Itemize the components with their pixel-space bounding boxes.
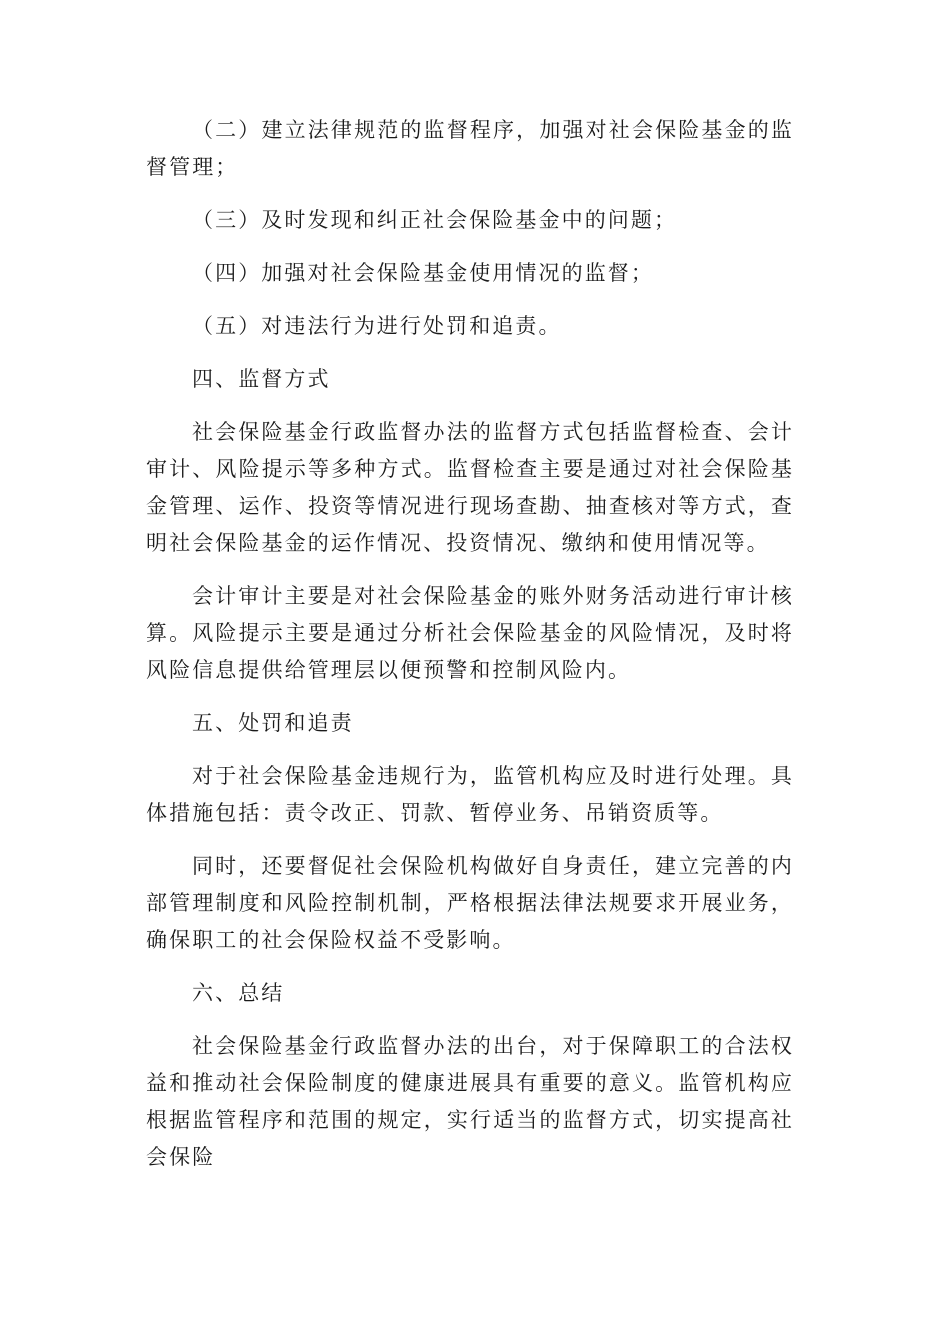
section-heading-penalties: 五、处罚和追责 xyxy=(192,711,354,735)
paragraph-supervision-methods: 社会保险基金行政监督办法的监督方式包括监督检查、会计审计、风险提示等多种方式。监督检查主要是通过对社会保险基金管理、运作、投资等情况进行现场查勘、抽查核对等方式，查明社会保险基金的运作情况、投资情况、缴纳和使用情况等。 xyxy=(146,420,794,555)
list-item-4: （四）加强对社会保险基金使用情况的监督； xyxy=(192,261,654,285)
paragraph-audit-risk: 会计审计主要是对社会保险基金的账外财务活动进行审计核算。风险提示主要是通过分析社会保险基金的风险情况，及时将风险信息提供给管理层以便预警和控制风险内。 xyxy=(146,584,794,682)
list-item-2: （二）建立法律规范的监督程序，加强对社会保险基金的监督管理； xyxy=(146,118,794,179)
paragraph-penalty-measures: 对于社会保险基金违规行为，监管机构应及时进行处理。具体措施包括：责令改正、罚款、暂停业务、吊销资质等。 xyxy=(146,764,794,825)
document-body xyxy=(146,112,794,1192)
paragraph-institution-responsibility: 同时，还要督促社会保险机构做好自身责任，建立完善的内部管理制度和风险控制机制，严格根据法律法规要求开展业务，确保职工的社会保险权益不受影响。 xyxy=(146,854,794,952)
paragraph-summary: 社会保险基金行政监督办法的出台，对于保障职工的合法权益和推动社会保险制度的健康进展具有重要的意义。监管机构应根据监管程序和范围的规定，实行适当的监督方式，切实提高社会保险 xyxy=(146,1034,794,1169)
list-item-3: （三）及时发现和纠正社会保险基金中的问题； xyxy=(192,208,678,232)
list-item-5: （五）对违法行为进行处罚和追责。 xyxy=(192,314,562,338)
section-heading-summary: 六、总结 xyxy=(192,981,285,1005)
section-heading-supervision-methods: 四、监督方式 xyxy=(192,367,331,391)
